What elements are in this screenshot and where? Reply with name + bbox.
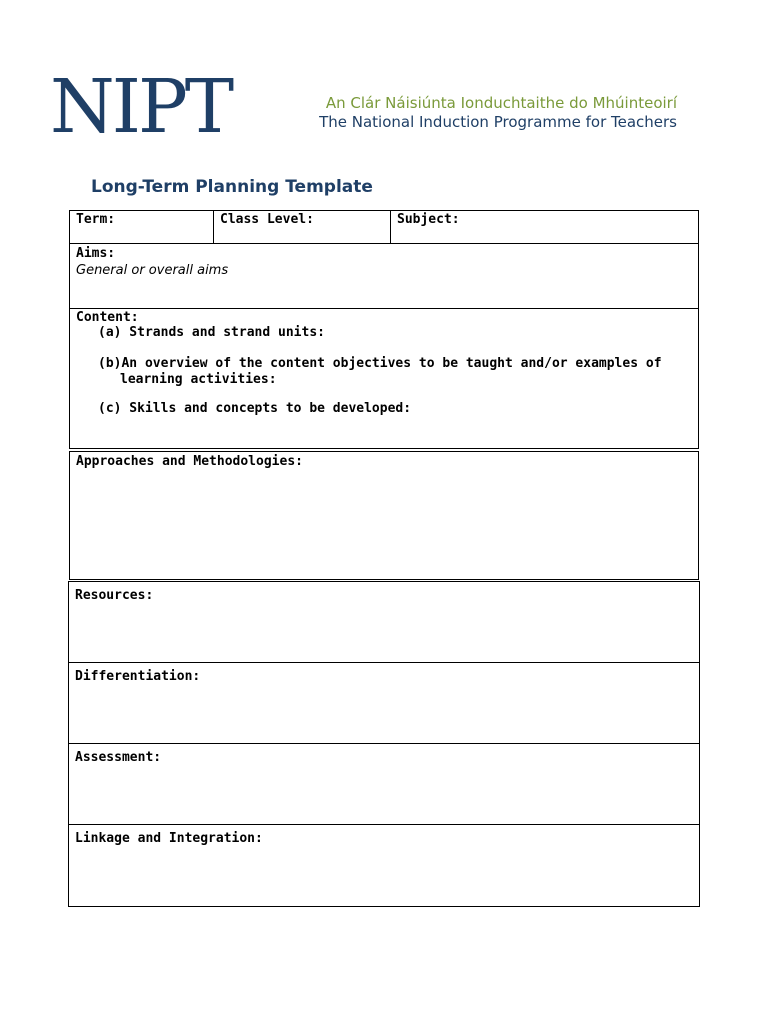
org-name-english: The National Induction Programme for Teachers	[319, 113, 677, 131]
resources-label: Resources:	[75, 588, 154, 603]
org-name-irish: An Clár Náisiúnta Ionduchtaithe do Mhúinteoirí	[325, 94, 677, 112]
linkage-label: Linkage and Integration:	[75, 831, 263, 846]
nipt-logo: NIPT	[50, 64, 232, 150]
approaches-section[interactable]	[69, 451, 699, 580]
aims-label: Aims:	[76, 246, 116, 261]
term-field[interactable]	[70, 211, 214, 243]
content-item-b: (b)An overview of the content objectives to be taught and/or examples of learning activities:	[98, 356, 662, 387]
content-item-c: (c) Skills and concepts to be developed:	[98, 401, 412, 416]
linkage-section[interactable]	[68, 824, 700, 907]
term-class-subject-row	[69, 210, 699, 244]
assessment-section[interactable]	[68, 743, 700, 825]
differentiation-section[interactable]	[68, 662, 700, 744]
content-item-a: (a) Strands and strand units:	[98, 325, 325, 340]
subject-field[interactable]	[391, 211, 698, 243]
aims-hint: General or overall aims	[76, 263, 229, 278]
differentiation-label: Differentiation:	[75, 669, 201, 684]
class-level-label: Class Level:	[220, 212, 314, 227]
class-level-field[interactable]	[214, 211, 391, 243]
page-title: Long-Term Planning Template	[91, 177, 373, 197]
resources-section[interactable]	[68, 581, 700, 663]
approaches-label: Approaches and Methodologies:	[76, 454, 303, 469]
content-label: Content:	[76, 310, 139, 325]
term-label: Term:	[76, 212, 116, 227]
subject-label: Subject:	[397, 212, 460, 227]
assessment-label: Assessment:	[75, 750, 162, 765]
content-section[interactable]	[69, 308, 699, 449]
aims-section[interactable]	[69, 243, 699, 309]
